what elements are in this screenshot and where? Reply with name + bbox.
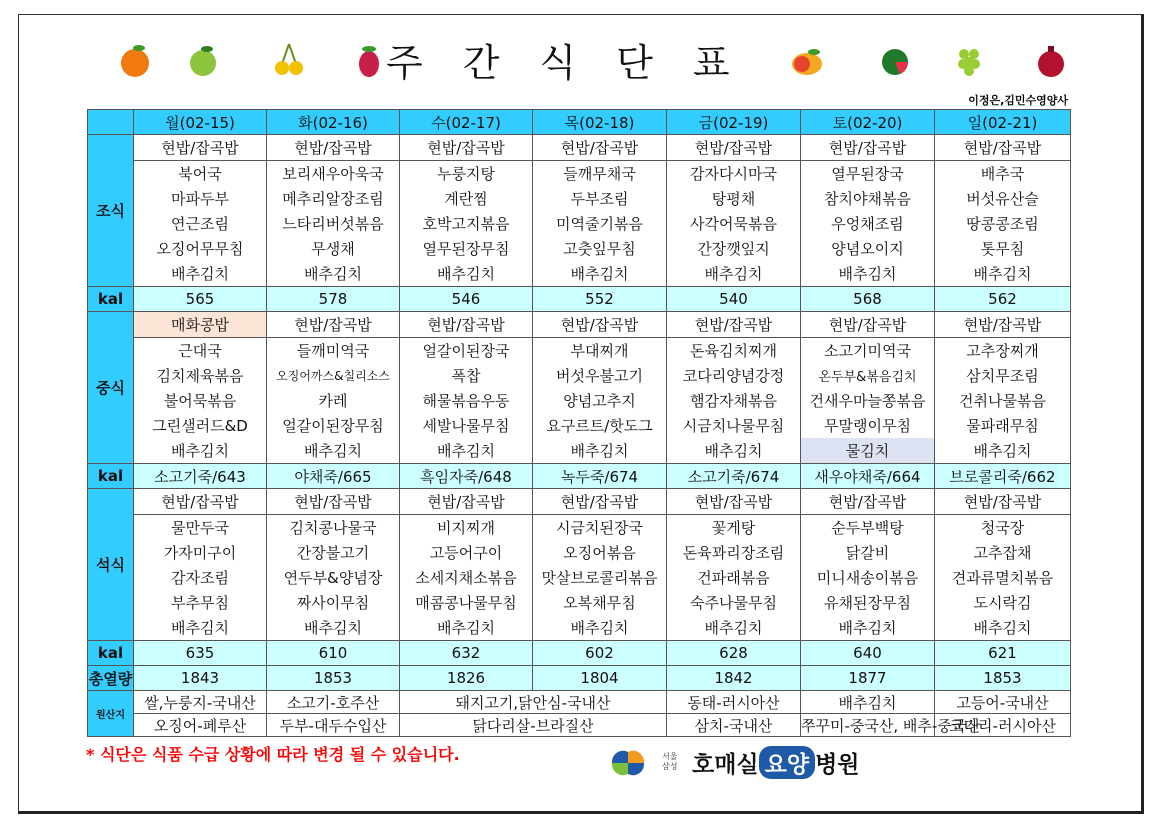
dish-cell: 계란찜: [400, 186, 533, 211]
dish-cell: 삼치무조림: [935, 363, 1071, 388]
hospital-name-c: 병원: [815, 752, 860, 778]
dish-cell: 닭갈비: [801, 540, 935, 565]
dish-cell: 오징어볶음: [533, 540, 667, 565]
dish-cell: 현밥/잡곡밥: [400, 135, 533, 161]
dish-cell: 고추장찌개: [935, 338, 1071, 364]
dish-cell: 건새우마늘쫑볶음: [801, 388, 935, 413]
meal-label: 석식: [88, 489, 134, 641]
dish-cell: 세발나물무침: [400, 413, 533, 438]
dish-cell: 배추김치: [801, 615, 935, 641]
day-header: 목(02-18): [533, 110, 667, 135]
dish-cell: 폭찹: [400, 363, 533, 388]
calorie-value: 621: [935, 641, 1071, 666]
lunch-calorie-row: [88, 464, 1071, 489]
dish-cell: 매콤콩나물무침: [400, 590, 533, 615]
dish-cell: 현밥/잡곡밥: [533, 312, 667, 338]
menu-row: [88, 388, 1071, 413]
dish-cell: 맛살브로콜리볶음: [533, 565, 667, 590]
calorie-value: 632: [400, 641, 533, 666]
dish-cell: 현밥/잡곡밥: [667, 489, 801, 515]
dish-cell: 오복채무침: [533, 590, 667, 615]
dish-cell: 해물볶음우동: [400, 388, 533, 413]
hospital-name-a: 호매실: [692, 752, 759, 778]
meal-label: 조식: [88, 135, 134, 287]
dish-cell: 카레: [267, 388, 400, 413]
dish-cell: 비지찌개: [400, 515, 533, 541]
menu-row: [88, 615, 1071, 641]
dish-cell: 얼갈이된장국: [400, 338, 533, 364]
origin-row: [88, 691, 1071, 714]
total-value: 1826: [400, 666, 533, 691]
menu-row: [88, 161, 1071, 187]
dish-cell: 간장불고기: [267, 540, 400, 565]
dish-cell: 배추김치: [533, 438, 667, 464]
dietitian-names: 이정은,김민수영양사: [968, 94, 1068, 107]
dish-cell: 근대국: [134, 338, 267, 364]
dish-cell: 배추김치: [400, 261, 533, 287]
dish-cell: 배추김치: [267, 438, 400, 464]
watermelon-icon: [878, 40, 912, 89]
dish-cell: 물파래무침: [935, 413, 1071, 438]
dish-cell: 배추김치: [267, 615, 400, 641]
dish-cell: 건취나물볶음: [935, 388, 1071, 413]
dish-cell: 돈육꽈리장조림: [667, 540, 801, 565]
calorie-value: 새우야채죽/664: [801, 464, 935, 489]
calorie-value: 610: [267, 641, 400, 666]
dish-cell: 들깨미역국: [267, 338, 400, 364]
calorie-value: 635: [134, 641, 267, 666]
origin-cell: 배추김치: [801, 691, 935, 714]
origin-cell: 쌀,누룽지-국내산: [134, 691, 267, 714]
origin-cell: 고등어-국내산: [935, 691, 1071, 714]
dish-cell: 시금치나물무침: [667, 413, 801, 438]
calorie-value: 640: [801, 641, 935, 666]
dish-cell: 순두부백탕: [801, 515, 935, 541]
weekly-menu-table: [87, 109, 1071, 737]
dish-cell: 들깨무채국: [533, 161, 667, 187]
dish-cell: 보리새우아욱국: [267, 161, 400, 187]
calorie-value: 소고기죽/643: [134, 464, 267, 489]
dish-cell: 돈육김치찌개: [667, 338, 801, 364]
dish-cell: 유채된장무침: [801, 590, 935, 615]
menu-row: [88, 565, 1071, 590]
dish-cell: 무생채: [267, 236, 400, 261]
raspberry-icon: [352, 40, 386, 89]
origin-cell: 오징어-페루산: [134, 714, 267, 737]
day-header: 일(02-21): [935, 110, 1071, 135]
dish-cell: 배추김치: [533, 615, 667, 641]
origin-cell: 닭다리살-브라질산: [400, 714, 667, 737]
dish-cell: 배추김치: [935, 615, 1071, 641]
dish-cell: 양념고추지: [533, 388, 667, 413]
calorie-label: kal: [88, 641, 134, 666]
calorie-value: 흑임자죽/648: [400, 464, 533, 489]
total-label: 총열량: [88, 666, 134, 691]
dish-cell: 배추김치: [667, 261, 801, 287]
menu-row: [88, 363, 1071, 388]
calorie-value: 565: [134, 287, 267, 312]
day-header: 금(02-19): [667, 110, 801, 135]
orange-icon: [118, 40, 152, 89]
dish-cell: 배추국: [935, 161, 1071, 187]
dish-cell: 소고기미역국: [801, 338, 935, 364]
dish-cell: 열무된장국: [801, 161, 935, 187]
dish-cell: 고등어구이: [400, 540, 533, 565]
dish-cell: 버섯유산슬: [935, 186, 1071, 211]
apple-icon: [186, 40, 220, 89]
calorie-value: 야채죽/665: [267, 464, 400, 489]
dish-cell: 불어묵볶음: [134, 388, 267, 413]
dish-cell: 열무된장무침: [400, 236, 533, 261]
day-header-row: [88, 110, 1071, 135]
dish-cell: 배추김치: [400, 615, 533, 641]
calorie-label: kal: [88, 287, 134, 312]
dish-cell: 물김치: [801, 438, 935, 464]
dish-cell: 도시락김: [935, 590, 1071, 615]
dish-cell: 오징어무무침: [134, 236, 267, 261]
dish-cell: 미역줄기볶음: [533, 211, 667, 236]
dish-cell: 현밥/잡곡밥: [935, 312, 1071, 338]
hospital-name: [692, 746, 860, 779]
dish-cell: 배추김치: [667, 615, 801, 641]
dish-cell: 현밥/잡곡밥: [801, 489, 935, 515]
pomegranate-icon: [1034, 40, 1068, 89]
day-header: 토(02-20): [801, 110, 935, 135]
dish-cell: 소세지채소볶음: [400, 565, 533, 590]
dish-cell: 누룽지탕: [400, 161, 533, 187]
dish-cell: 현밥/잡곡밥: [801, 135, 935, 161]
menu-row: [88, 211, 1071, 236]
menu-row: [88, 413, 1071, 438]
dish-cell: 고추잡채: [935, 540, 1071, 565]
dish-cell: 오징어까스&칠리소스: [267, 363, 400, 388]
dish-cell: 현밥/잡곡밥: [134, 489, 267, 515]
dish-cell: 요구르트/핫도그: [533, 413, 667, 438]
dish-cell: 감자다시마국: [667, 161, 801, 187]
calorie-label: kal: [88, 464, 134, 489]
dish-cell: 배추김치: [533, 261, 667, 287]
hospital-logo-icon: [608, 748, 648, 778]
total-value: 1877: [801, 666, 935, 691]
total-value: 1853: [935, 666, 1071, 691]
dish-cell: 현밥/잡곡밥: [667, 312, 801, 338]
dish-cell: 숙주나물무침: [667, 590, 801, 615]
dinner-calorie-row: [88, 641, 1071, 666]
dish-cell: 우엉채조림: [801, 211, 935, 236]
dish-cell: 무말랭이무침: [801, 413, 935, 438]
dish-cell: 현밥/잡곡밥: [400, 312, 533, 338]
dish-cell: 배추김치: [267, 261, 400, 287]
hospital-region: 서울 삼성: [662, 752, 678, 771]
meal-label: 중식: [88, 312, 134, 464]
origin-row: [88, 714, 1071, 737]
dish-cell: 탕평채: [667, 186, 801, 211]
origin-cell: 쭈꾸미-중국산, 배추-중국산: [801, 714, 935, 737]
dish-cell: 배추김치: [400, 438, 533, 464]
origin-cell: 코다리-러시아산: [935, 714, 1071, 737]
dish-cell: 현밥/잡곡밥: [801, 312, 935, 338]
dish-cell: 두부조림: [533, 186, 667, 211]
dish-cell: 현밥/잡곡밥: [935, 489, 1071, 515]
calorie-value: 브로콜리죽/662: [935, 464, 1071, 489]
dish-cell: 그린샐러드&D: [134, 413, 267, 438]
dish-cell: 배추김치: [935, 261, 1071, 287]
calorie-value: 녹두죽/674: [533, 464, 667, 489]
dish-cell: 연두부&양념장: [267, 565, 400, 590]
dish-cell: 온두부&볶음김치: [801, 363, 935, 388]
dish-cell: 호박고지볶음: [400, 211, 533, 236]
menu-row: [88, 515, 1071, 541]
dish-cell: 현밥/잡곡밥: [667, 135, 801, 161]
menu-row: [88, 186, 1071, 211]
calorie-value: 578: [267, 287, 400, 312]
dish-cell: 시금치된장국: [533, 515, 667, 541]
total-value: 1804: [533, 666, 667, 691]
dish-cell: 배추김치: [935, 438, 1071, 464]
calorie-value: 628: [667, 641, 801, 666]
dish-cell: 배추김치: [667, 438, 801, 464]
menu-row: [88, 261, 1071, 287]
mango-icon: [790, 40, 824, 89]
menu-row: [88, 312, 1071, 338]
dish-cell: 참치야채볶음: [801, 186, 935, 211]
page-title: 주간식단표: [386, 41, 770, 85]
dish-cell: 현밥/잡곡밥: [935, 135, 1071, 161]
total-value: 1843: [134, 666, 267, 691]
dish-cell: 건파래볶음: [667, 565, 801, 590]
hospital-name-b: 요양: [759, 746, 815, 779]
dish-cell: 배추김치: [134, 615, 267, 641]
dish-cell: 양념오이지: [801, 236, 935, 261]
breakfast-calorie-row: [88, 287, 1071, 312]
day-header: 월(02-15): [134, 110, 267, 135]
total-value: 1842: [667, 666, 801, 691]
menu-row: [88, 590, 1071, 615]
dish-cell: 배추김치: [801, 261, 935, 287]
dish-cell: 햄감자채볶음: [667, 388, 801, 413]
origin-cell: 삼치-국내산: [667, 714, 801, 737]
dish-cell: 미니새송이볶음: [801, 565, 935, 590]
origin-label: 원산지: [88, 691, 134, 737]
menu-row: [88, 135, 1071, 161]
calorie-value: 소고기죽/674: [667, 464, 801, 489]
total-value: 1853: [267, 666, 400, 691]
calorie-value: 602: [533, 641, 667, 666]
day-header: 화(02-16): [267, 110, 400, 135]
dish-cell: 연근조림: [134, 211, 267, 236]
dish-cell: 마파두부: [134, 186, 267, 211]
menu-row: [88, 236, 1071, 261]
dish-cell: 느타리버섯볶음: [267, 211, 400, 236]
dish-cell: 북어국: [134, 161, 267, 187]
dish-cell: 고춧잎무침: [533, 236, 667, 261]
dish-cell: 간장깻잎지: [667, 236, 801, 261]
dish-cell: 현밥/잡곡밥: [267, 489, 400, 515]
day-header: 수(02-17): [400, 110, 533, 135]
dish-cell: 현밥/잡곡밥: [400, 489, 533, 515]
dish-cell: 김치제육볶음: [134, 363, 267, 388]
dish-cell: 짜사이무침: [267, 590, 400, 615]
cherry-icon: [272, 40, 306, 89]
dish-cell: 물만두국: [134, 515, 267, 541]
total-calorie-row: [88, 666, 1071, 691]
calorie-value: 546: [400, 287, 533, 312]
dish-cell: 부대찌개: [533, 338, 667, 364]
dish-cell: 배추김치: [134, 438, 267, 464]
dish-cell: 청국장: [935, 515, 1071, 541]
dish-cell: 김치콩나물국: [267, 515, 400, 541]
dish-cell: 현밥/잡곡밥: [533, 489, 667, 515]
menu-row: [88, 489, 1071, 515]
dish-cell: 얼갈이된장무침: [267, 413, 400, 438]
dish-cell: 감자조림: [134, 565, 267, 590]
origin-cell: 돼지고기,닭안심-국내산: [400, 691, 667, 714]
dish-cell: 꽃게탕: [667, 515, 801, 541]
dish-cell: 부추무침: [134, 590, 267, 615]
dish-cell: 현밥/잡곡밥: [134, 135, 267, 161]
calorie-value: 540: [667, 287, 801, 312]
dish-cell: 톳무침: [935, 236, 1071, 261]
dish-cell: 코다리양념강정: [667, 363, 801, 388]
menu-row: [88, 338, 1071, 364]
dish-cell: 현밥/잡곡밥: [533, 135, 667, 161]
calorie-value: 562: [935, 287, 1071, 312]
origin-cell: 동태-러시아산: [667, 691, 801, 714]
dish-cell: 현밥/잡곡밥: [267, 135, 400, 161]
calorie-value: 552: [533, 287, 667, 312]
calorie-value: 568: [801, 287, 935, 312]
corner-cell: [88, 110, 134, 135]
dish-cell: 사각어묵볶음: [667, 211, 801, 236]
dish-cell: 견과류멸치볶음: [935, 565, 1071, 590]
dish-cell: 버섯우불고기: [533, 363, 667, 388]
dish-cell: 가자미구이: [134, 540, 267, 565]
dish-cell: 현밥/잡곡밥: [267, 312, 400, 338]
notice-text: * 식단은 식품 수급 상황에 따라 변경 될 수 있습니다.: [86, 745, 460, 764]
dish-cell: 땅콩콩조림: [935, 211, 1071, 236]
menu-row: [88, 438, 1071, 464]
grapes-icon: [952, 40, 986, 89]
dish-cell: 배추김치: [134, 261, 267, 287]
origin-cell: 소고기-호주산: [267, 691, 400, 714]
menu-row: [88, 540, 1071, 565]
origin-cell: 두부-대두수입산: [267, 714, 400, 737]
dish-cell: 메추리알장조림: [267, 186, 400, 211]
dish-cell: 매화콩밥: [134, 312, 267, 338]
